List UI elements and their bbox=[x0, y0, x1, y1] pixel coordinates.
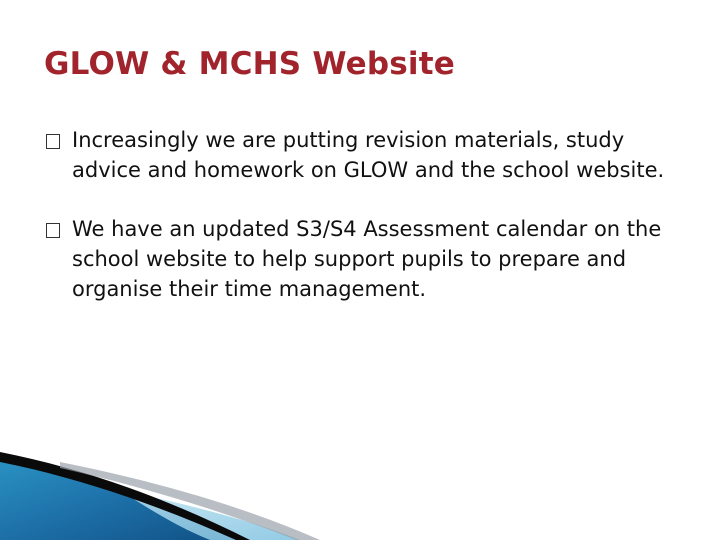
bullet-text: We have an updated S3/S4 Assessment calendar on the school website to help support pupils to prepare and organise their time management. bbox=[72, 217, 662, 301]
square-bullet-icon bbox=[46, 223, 60, 238]
light-wave-shape bbox=[120, 490, 300, 540]
square-bullet-icon bbox=[46, 134, 60, 149]
slide-title: GLOW & MCHS Website bbox=[44, 46, 455, 82]
black-swoosh-shape bbox=[0, 452, 250, 540]
gray-swoosh-shape bbox=[60, 462, 320, 540]
bullet-list bbox=[46, 125, 666, 333]
bullet-item bbox=[46, 125, 666, 185]
bullet-item bbox=[46, 214, 666, 304]
blue-wave-shape bbox=[0, 456, 250, 540]
bullet-text: Increasingly we are putting revision materials, study advice and homework on GLOW and the school website. bbox=[72, 128, 665, 182]
